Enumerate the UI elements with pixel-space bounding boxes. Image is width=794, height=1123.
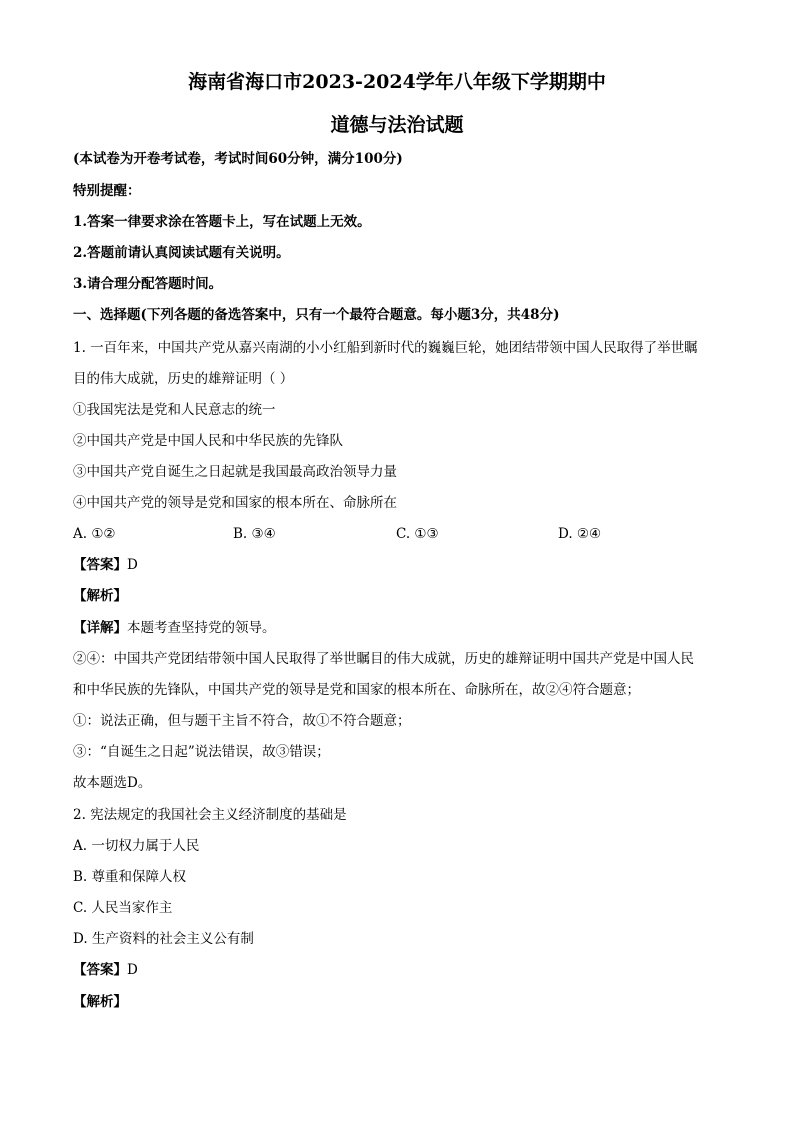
- section-heading: 一、选择题(下列各题的备选答案中，只有一个最符合题意。每小题3分，共48分): [73, 307, 560, 323]
- analysis-tag: 【解析】: [73, 588, 127, 604]
- reminder-item: 1.答案一律要求涂在答题卡上，写在试题上无效。: [73, 214, 371, 230]
- option-b: B. 尊重和保障人权: [73, 869, 187, 885]
- statement-item: ④中国共产党的领导是党和国家的根本所在、命脉所在: [73, 495, 397, 511]
- exam-title: 海南省海口市2023-2024学年八年级下学期期中: [188, 71, 606, 93]
- analysis-row: [73, 586, 127, 606]
- question-stem: 1. 一百年来，中国共产党从嘉兴南湖的小小红船到新时代的巍巍巨轮，她团结带领中国人民取得了举世瞩: [73, 340, 698, 356]
- answer-value: D: [127, 557, 138, 573]
- option-d: D. ②④: [558, 526, 602, 542]
- detail-text: 本题考查坚持党的领导。: [127, 620, 276, 636]
- question-stem: 2. 宪法规定的我国社会主义经济制度的基础是: [73, 807, 347, 823]
- reminder-item: 3.请合理分配答题时间。: [73, 276, 223, 292]
- option-a: A. ①②: [73, 526, 116, 542]
- answer-tag: 【答案】: [73, 962, 127, 978]
- option-b: B. ③④: [233, 526, 276, 542]
- conclusion: 故本题选D。: [73, 775, 152, 791]
- statement-item: ①我国宪法是党和人民意志的统一: [73, 402, 276, 418]
- statement-item: ③中国共产党自诞生之日起就是我国最高政治领导力量: [73, 464, 397, 480]
- answer-tag: 【答案】: [73, 557, 127, 573]
- answer-row: [73, 555, 138, 575]
- option-c: C. 人民当家作主: [73, 900, 173, 916]
- question-stem: 目的伟大成就，历史的雄辩证明（ ）: [73, 371, 294, 387]
- answer-row: [73, 960, 138, 980]
- option-a: A. 一切权力属于人民: [73, 838, 200, 854]
- analysis-row: [73, 992, 127, 1012]
- detail-tag: 【详解】: [73, 620, 127, 636]
- option-c: C. ①③: [396, 526, 439, 542]
- option-d: D. 生产资料的社会主义公有制: [73, 931, 254, 947]
- exam-subtitle: 道德与法治试题: [330, 114, 464, 136]
- exam-note: (本试卷为开卷考试卷，考试时间60分钟，满分100分): [73, 151, 403, 167]
- reminder-item: 2.答题前请认真阅读试题有关说明。: [73, 245, 290, 261]
- detail-row: [73, 618, 276, 638]
- explanation-line: ②④：中国共产党团结带领中国人民取得了举世瞩目的伟大成就，历史的雄辩证明中国共产党是中国人民: [73, 651, 694, 667]
- statement-item: ②中国共产党是中国人民和中华民族的先锋队: [73, 433, 343, 449]
- explanation-line: ③：“自诞生之日起”说法错误，故③错误；: [73, 744, 330, 760]
- analysis-tag: 【解析】: [73, 994, 127, 1010]
- answer-value: D: [127, 962, 138, 978]
- explanation-line: 和中华民族的先锋队，中国共产党的领导是党和国家的根本所在、命脉所在，故②④符合题意；: [73, 682, 640, 698]
- explanation-line: ①：说法正确，但与题干主旨不符合，故①不符合题意；: [73, 713, 411, 729]
- reminder-heading: 特别提醒：: [73, 183, 141, 199]
